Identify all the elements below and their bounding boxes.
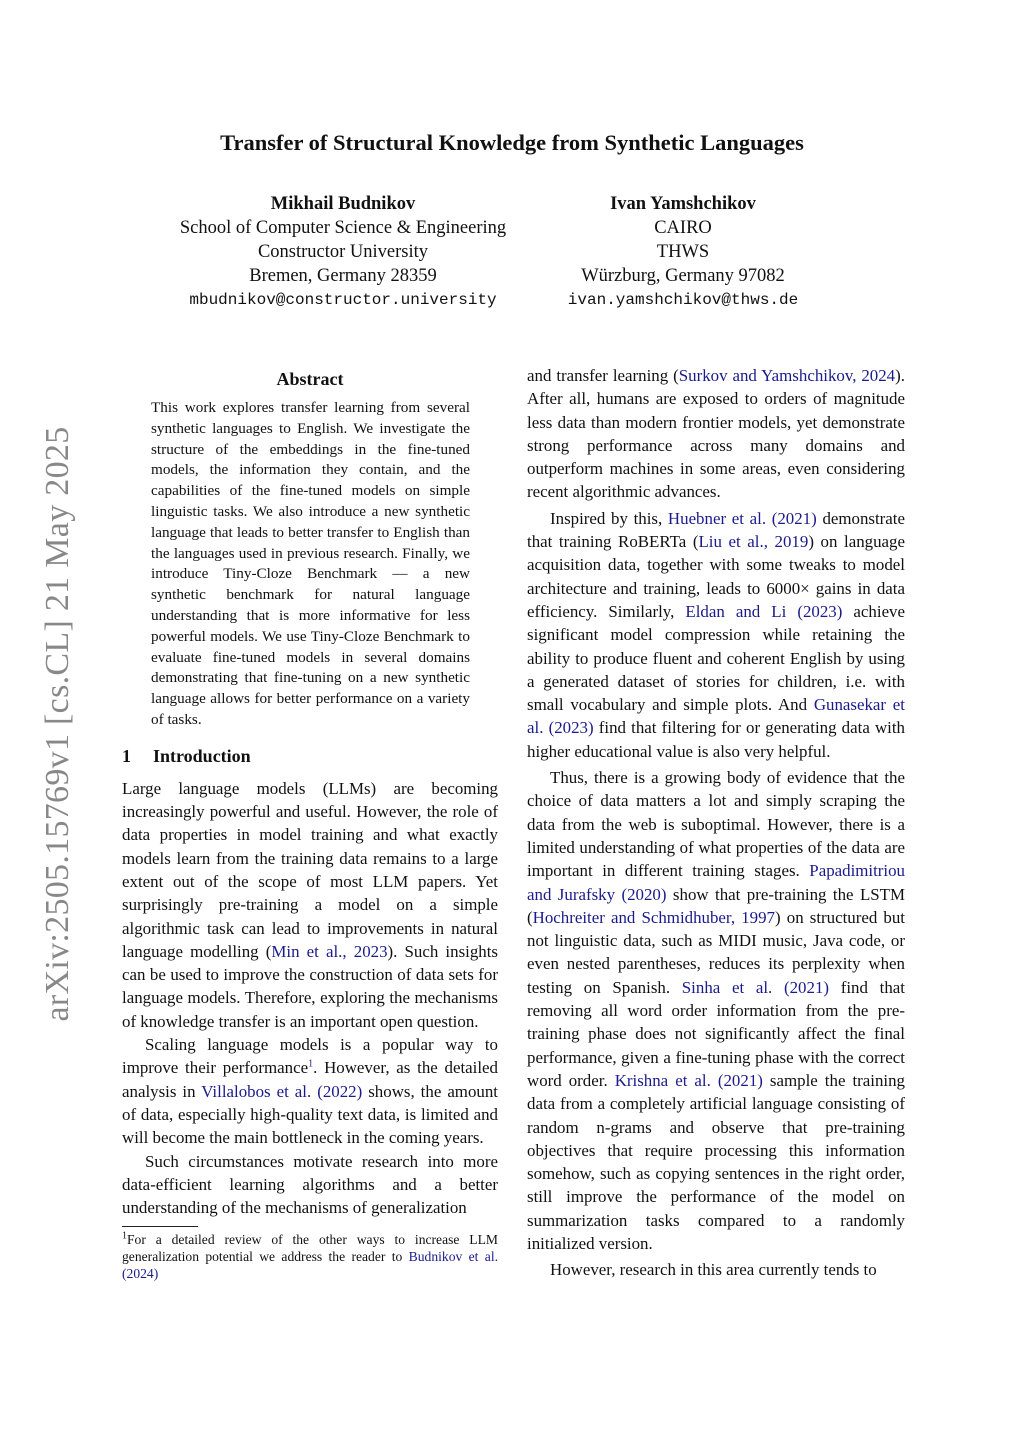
citation-link[interactable]: Min et al., 2023 [271, 941, 388, 961]
author-affiliation: CAIRO [654, 218, 712, 238]
text-run: show that pre-training the LSTM ( [527, 884, 906, 927]
text-run: ) on structured but not linguistic data, such as MIDI music, Java code, or even nested parentheses, reduces its perplexity when testing on Spanish. [527, 907, 905, 997]
text-run: achieve significant model compression while retaining the ability to produce fluent and coherent English by using a generated dataset of stories for children, i.e. with small vocabulary and simple plots. And [527, 601, 906, 715]
text-run: Such circumstances motivate research into more data-efficient learning algorithms and a better understanding of the mechanisms of generalization [122, 1151, 498, 1218]
footnote-divider [122, 1226, 198, 1227]
arxiv-side-stamp: arXiv:2505.15769v1 [cs.CL] 21 May 2025 [39, 426, 76, 1022]
text-run: and transfer learning ( [527, 366, 679, 385]
citation-link[interactable]: Krishna et al. (2021) [614, 1070, 763, 1090]
left-column [122, 364, 498, 1282]
author-location: Würzburg, Germany 97082 [581, 266, 785, 286]
text-run: find that filtering for or generating data with higher educational value is also very helpful. [527, 718, 906, 761]
section-number: 1 [122, 745, 131, 766]
section-heading-introduction [122, 745, 498, 767]
footnote [122, 1231, 498, 1282]
footnote-number: 1 [122, 1230, 127, 1242]
body-paragraph [527, 1258, 905, 1281]
citation-link[interactable]: Sinha et al. (2021) [681, 977, 830, 997]
author-affiliation: Constructor University [257, 242, 429, 262]
citation-link[interactable]: Budnikov et al. (2024) [122, 1249, 498, 1282]
text-run: shows, the amount of data, especially high-quality text data, is limited and will become the main bottleneck in the coming years. [122, 1081, 498, 1148]
intro-paragraph-1 [122, 777, 498, 1033]
text-run: find that removing all word order information from the pre-training phase does not significantly affect the final performance, given a fine-tuning phase with the correct word order. [527, 977, 905, 1090]
author-name: Ivan Yamshchikov [610, 194, 756, 214]
citation-link[interactable]: Huebner et al. (2021) [667, 508, 817, 528]
author-email: ivan.yamshchikov@thws.de [567, 291, 799, 309]
citation-link[interactable]: Hochreiter and Schmidhuber, 1997 [532, 907, 775, 927]
section-title: Introduction [153, 745, 251, 766]
author-email: mbudnikov@constructor.university [189, 291, 497, 309]
abstract-heading: Abstract [276, 369, 344, 389]
citation-link[interactable]: Papadimitriou and Jurafsky (2020) [527, 861, 905, 904]
citation-link[interactable]: Villalobos et al. (2022) [201, 1081, 363, 1101]
footnote-marker[interactable]: 1 [308, 1058, 314, 1070]
text-run: ) on language acquisition data, together with some tweaks to model architecture and training, leads to 6000× gains in data efficiency. Similarly, [527, 532, 905, 621]
citation-link[interactable]: Liu et al., 2019 [698, 532, 809, 552]
intro-paragraph-2 [122, 1033, 498, 1149]
text-run: Inspired by this, [550, 508, 668, 528]
text-run: Large language models (LLMs) are becoming increasingly powerful and useful. However, the role of data properties in model training and what exactly models learn from the training data remains to a large extent out of the scope of most LLM papers. Yet surprisingly pre-training a model on a simple algorithmic task can lead to improvements in natural language modelling ( [122, 778, 498, 961]
author-block-budnikov [142, 192, 544, 312]
text-run: sample the training data from a completely artificial language consisting of random n-grams and observe that pre-training objectives that require processing this information somehow, such as copying sentences in the right order, still improve the performance of the model on summarization tasks compared to a randomly initialized version. [527, 1070, 906, 1253]
author-affiliation: THWS [656, 242, 710, 262]
text-run: However, research in this area currently tends to [550, 1260, 877, 1280]
text-run: . However, as the detailed analysis in [122, 1058, 498, 1101]
citation-link[interactable]: Gunasekar et al. (2023) [527, 695, 905, 738]
author-affiliation: School of Computer Science & Engineering [179, 218, 507, 238]
text-run: demonstrate that training RoBERTa ( [527, 508, 905, 552]
text-run: ). Such insights can be used to improve the construction of data sets for language models. Therefore, exploring the mechanisms of knowledge transfer is an important open question. [122, 941, 498, 1031]
intro-paragraph-3 [122, 1150, 498, 1220]
body-paragraph [527, 507, 905, 763]
right-column [527, 364, 905, 1282]
author-block-yamshchikov [548, 192, 818, 312]
body-paragraph [527, 364, 905, 504]
body-paragraph [527, 766, 905, 1255]
text-run: Scaling language models is a popular way to improve their performance [122, 1035, 498, 1078]
abstract-text: This work explores transfer learning from several synthetic languages to English. We investigate the structure of the embeddings in the fine-tuned models, the information they contain, and the capabilities of the fine-tuned models on simple linguistic tasks. We also introduce a new synthetic language that leads to better transfer to English than the languages used in previous research. Finally, we introduce Tiny-Cloze Benchmark — a new synthetic benchmark for natural language understanding that is more informative for less powerful models. We use Tiny-Cloze Benchmark to evaluate fine-tuned models in several domains demonstrating that fine-tuning on a new synthetic language allows for better performance on a variety of tasks. [151, 399, 470, 728]
author-location: Bremen, Germany 28359 [249, 266, 437, 286]
author-name: Mikhail Budnikov [270, 194, 416, 214]
citation-link[interactable]: Eldan and Li (2023) [685, 601, 843, 621]
citation-link[interactable]: Surkov and Yamshchikov, 2024 [678, 366, 896, 385]
text-run: Thus, there is a growing body of evidence that the choice of data matters a lot and simply scraping the data from the web is suboptimal. However, there is a limited understanding of what properties of the data are important in different training stages. [527, 768, 905, 881]
paper-title: Transfer of Structural Knowledge from Synthetic Languages [220, 130, 804, 155]
text-run: For a detailed review of the other ways to increase LLM generalization potential we address the reader to [122, 1232, 498, 1265]
text-run: ). After all, humans are exposed to orders of magnitude less data than modern frontier models, yet demonstrate strong performance across many domains and outperform machines in some areas, even considering recent algorithmic advances. [527, 366, 905, 502]
